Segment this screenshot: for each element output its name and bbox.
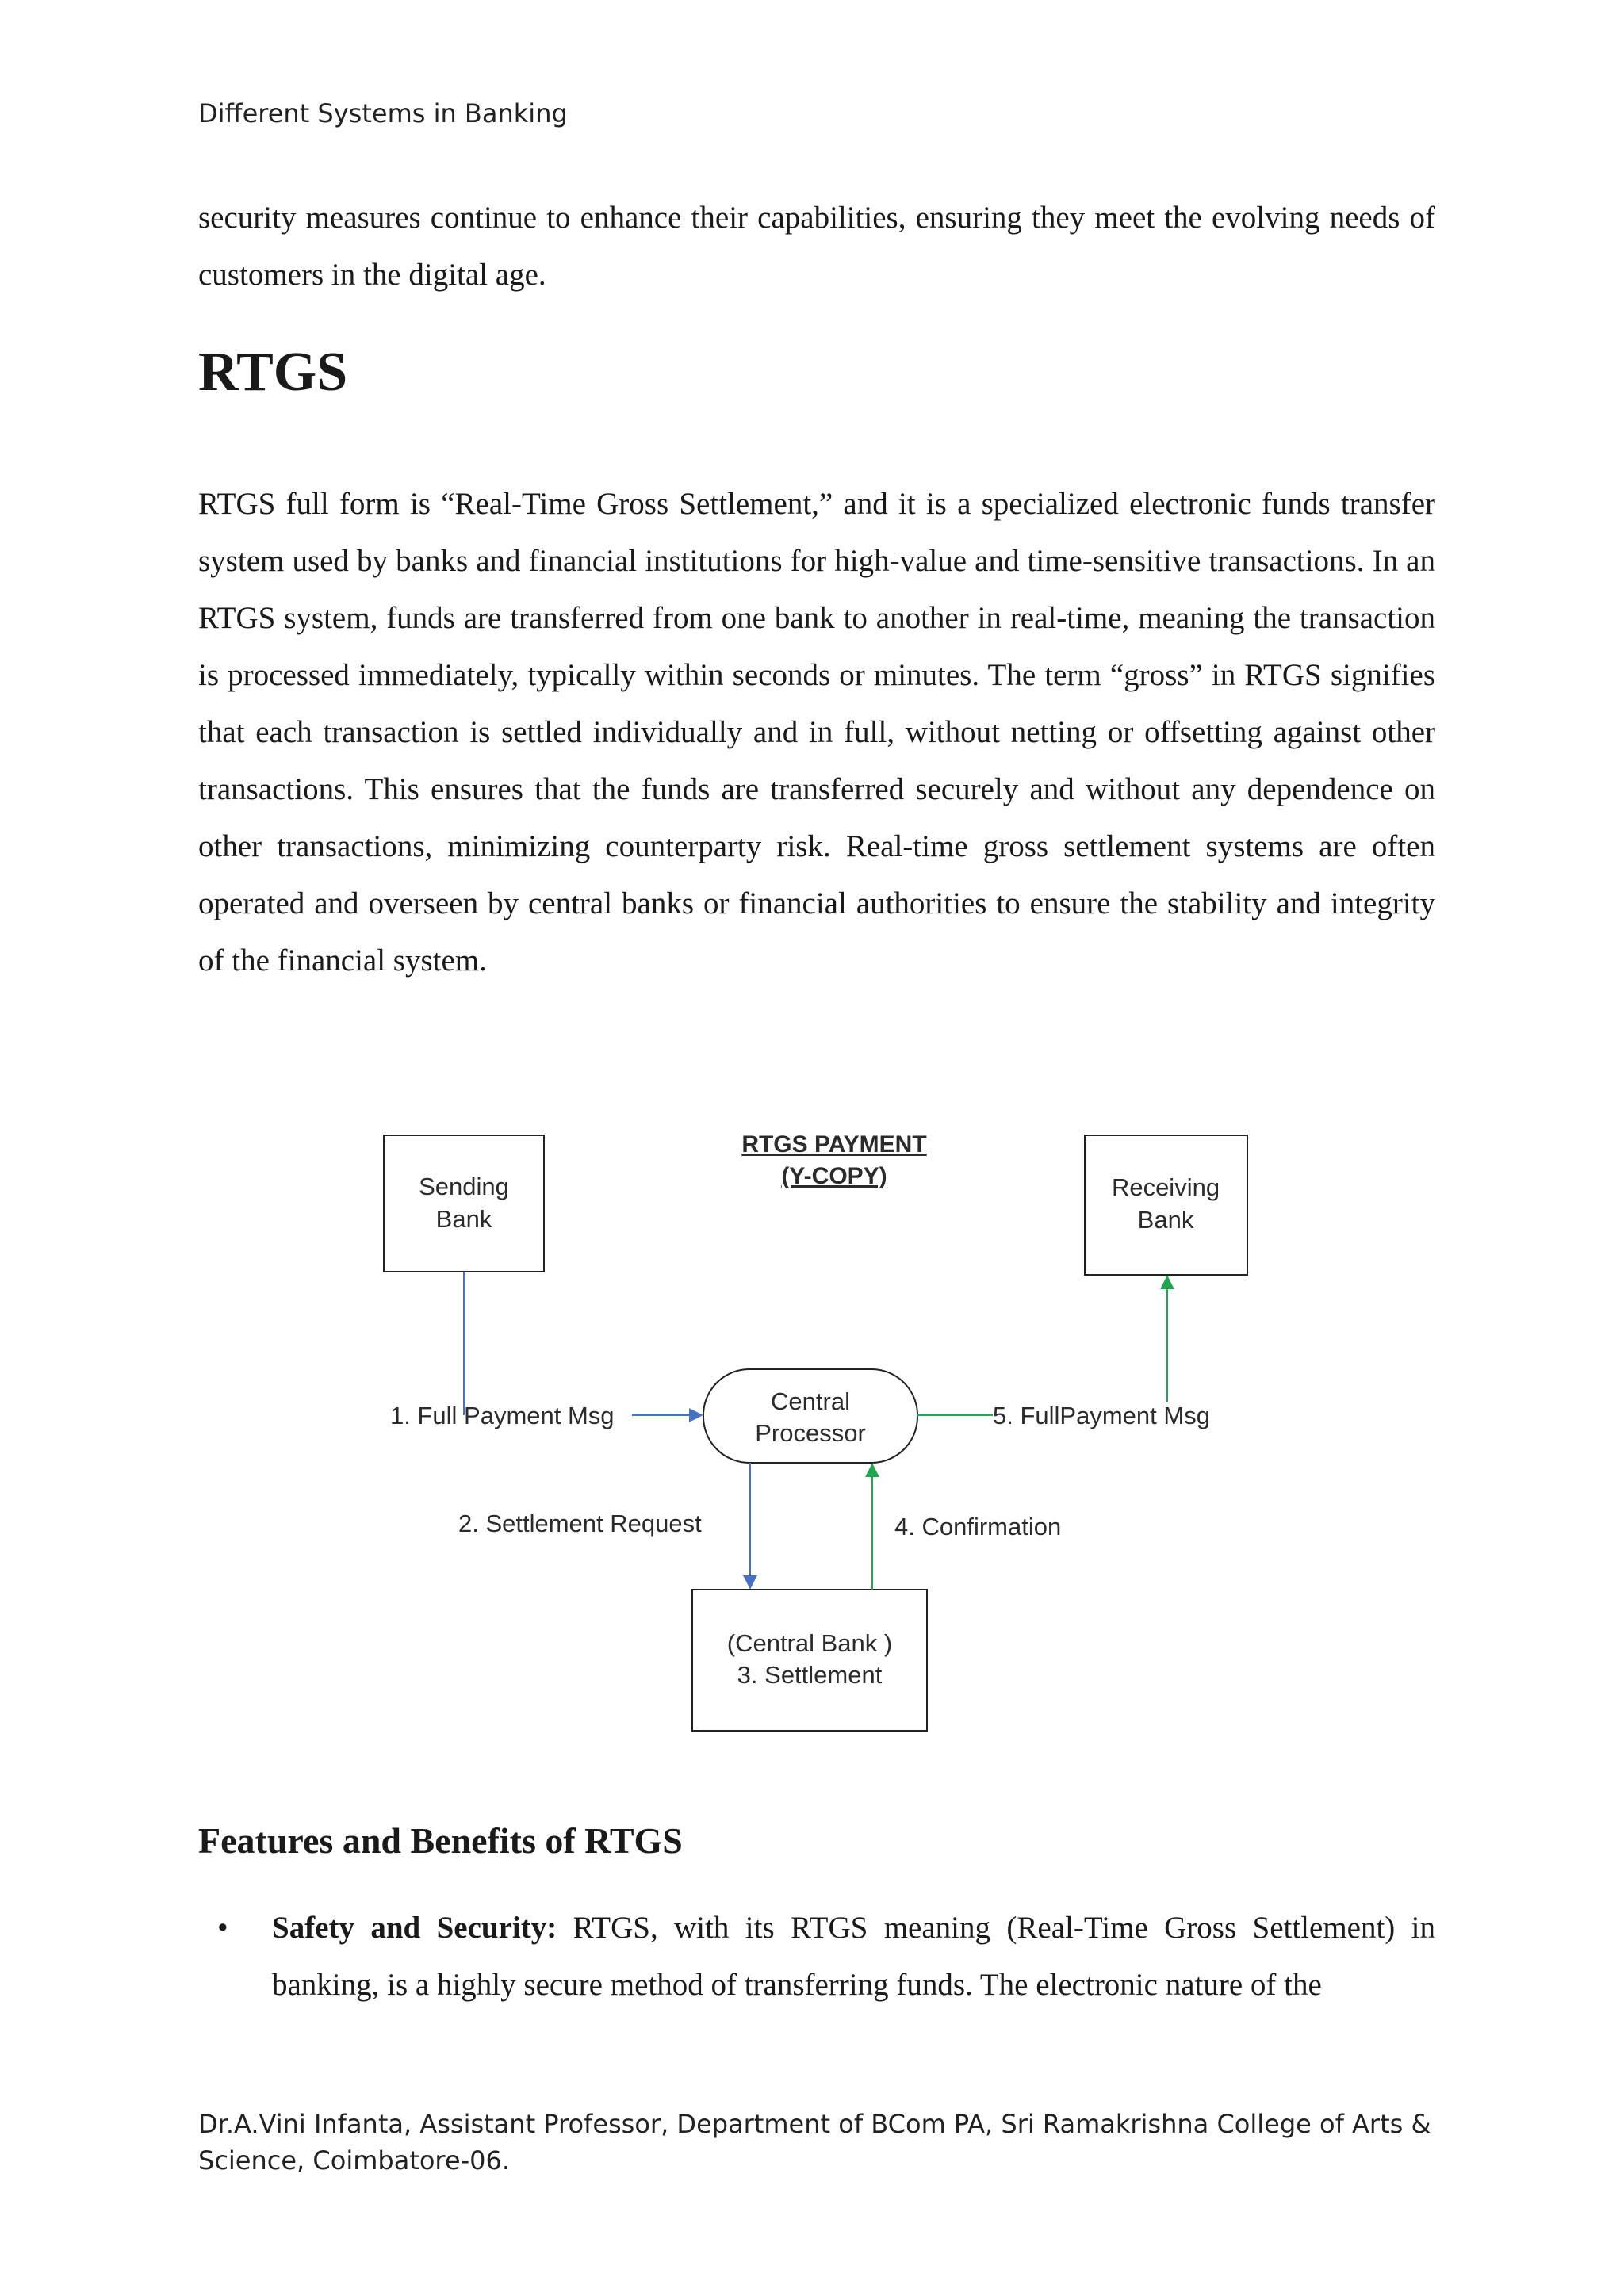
receiving-bank-box (1085, 1135, 1247, 1275)
step5-label: 5. FullPayment Msg (993, 1402, 1210, 1429)
central-bank-box (692, 1590, 927, 1731)
feature-text: RTGS, with its RTGS meaning (Real-Time Gross Settlement) in banking, is a highly secure method of transferring funds. The electronic nature of the (272, 1911, 1436, 2002)
page-footer: Dr.A.Vini Infanta, Assistant Professor, Department of BCom PA, Sri Ramakrishna College of Arts & Science, Coimbatore-06. (198, 2109, 1431, 2175)
step1-label: 1. Full Payment Msg (390, 1402, 615, 1429)
central-processor-label-line2: Processor (755, 1419, 866, 1447)
rtgs-paragraph: RTGS full form is “Real-Time Gross Settlement,” and it is a specialized electronic funds transfer system used by banks and financial institutions for high-value and time-sensitive transactions. In an RTGS system, funds are transferred from one bank to another in real-time, meaning the transaction is processed immediately, typically within seconds or minutes. The term “gross” in RTGS signifies that each transaction is settled individually and in full, without netting or offsetting against other transactions. This ensures that the funds are transferred securely and without any dependence on other transactions, minimizing counterparty risk. Real-time gross settlement systems are often operated and overseen by central banks or financial authorities to ensure the stability and integrity of the financial system. (198, 487, 1435, 978)
receiving-bank-label-line2: Bank (1137, 1206, 1194, 1234)
diagram-title-line2: (Y-COPY) (781, 1163, 887, 1189)
page-header: Different Systems in Banking (198, 98, 568, 128)
diagram-title-line1: RTGS PAYMENT (741, 1131, 927, 1158)
sending-bank-label-line2: Bank (435, 1205, 492, 1233)
central-processor-node (703, 1369, 917, 1463)
step2-label: 2. Settlement Request (458, 1510, 702, 1537)
central-processor-label-line1: Central (771, 1387, 850, 1415)
section-title: RTGS (198, 342, 348, 403)
intro-paragraph: security measures continue to enhance their capabilities, ensuring they meet the evolving needs of customers in the digital age. (198, 201, 1435, 292)
bullet-icon: • (217, 1911, 228, 1945)
central-bank-label-line1: (Central Bank ) (726, 1629, 893, 1657)
list-item (198, 1900, 1435, 2014)
sending-bank-label-line1: Sending (419, 1173, 509, 1200)
receiving-bank-label-line1: Receiving (1111, 1173, 1220, 1201)
central-bank-label-line2: 3. Settlement (737, 1661, 883, 1689)
features-title: Features and Benefits of RTGS (198, 1820, 683, 1861)
sending-bank-box (384, 1135, 544, 1272)
features-list (198, 1900, 1435, 2014)
feature-label: Safety and Security: (272, 1911, 557, 1945)
step4-label: 4. Confirmation (894, 1513, 1062, 1540)
rtgs-payment-diagram (349, 1110, 1300, 1752)
